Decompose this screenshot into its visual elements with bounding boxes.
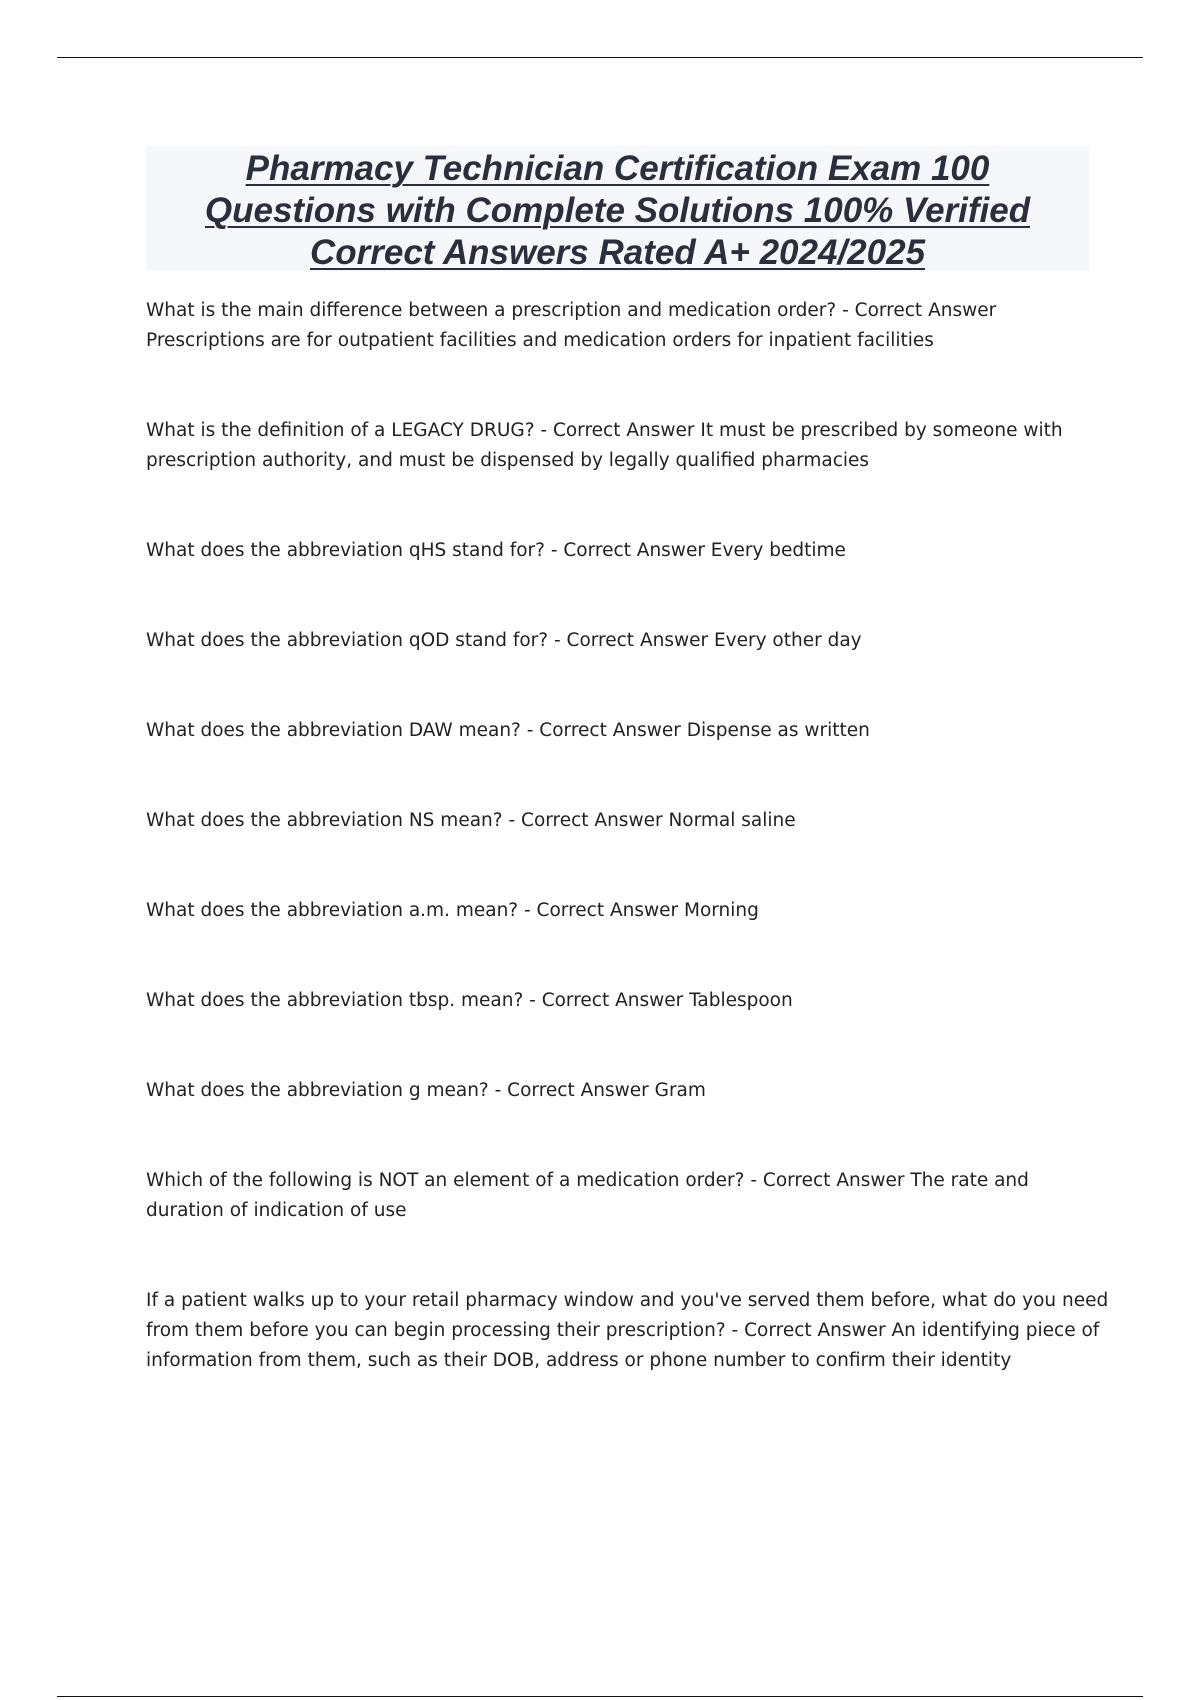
- qa-text-line: duration of indication of use: [146, 1200, 407, 1221]
- qa-text-line: What does the abbreviation qHS stand for? - Correct Answer Every bedtime: [146, 540, 846, 561]
- qa-item: [146, 986, 1096, 1016]
- qa-text-line: If a patient walks up to your retail pharmacy window and you've served them before, what do you need: [146, 1290, 1109, 1311]
- qa-item: [146, 416, 1096, 476]
- top-rule: [57, 57, 1143, 58]
- qa-text-line: What does the abbreviation tbsp. mean? - Correct Answer Tablespoon: [146, 990, 793, 1011]
- qa-text-line: Prescriptions are for outpatient facilities and medication orders for inpatient facilities: [146, 330, 934, 351]
- title-line: Questions with Complete Solutions 100% Verified: [204, 191, 1031, 230]
- bottom-rule: [57, 1696, 1143, 1697]
- qa-text-line: What does the abbreviation qOD stand for? - Correct Answer Every other day: [146, 630, 862, 651]
- qa-item: [146, 296, 1096, 356]
- document-title: [146, 146, 1089, 271]
- qa-item: [146, 716, 1096, 746]
- qa-text-line: information from them, such as their DOB, address or phone number to confirm their identity: [146, 1350, 1012, 1371]
- qa-text-line: What is the definition of a LEGACY DRUG? - Correct Answer It must be prescribed by someone with: [146, 420, 1063, 441]
- qa-item: [146, 1286, 1109, 1376]
- qa-text-line: What does the abbreviation NS mean? - Correct Answer Normal saline: [146, 810, 796, 831]
- qa-text-line: prescription authority, and must be dispensed by legally qualified pharmacies: [146, 450, 870, 471]
- title-line: Correct Answers Rated A+ 2024/2025: [309, 233, 926, 272]
- qa-text-line: Which of the following is NOT an element of a medication order? - Correct Answer The rate and: [146, 1170, 1029, 1191]
- qa-text-line: What does the abbreviation a.m. mean? - Correct Answer Morning: [146, 900, 759, 921]
- qa-text-line: What does the abbreviation g mean? - Correct Answer Gram: [146, 1080, 706, 1101]
- qa-item: [146, 806, 1096, 836]
- qa-item: [146, 896, 1096, 926]
- title-line: Pharmacy Technician Certification Exam 100: [245, 149, 990, 188]
- qa-text-line: What does the abbreviation DAW mean? - Correct Answer Dispense as written: [146, 720, 870, 741]
- question-answer-list: [146, 296, 1109, 1436]
- qa-item: [146, 1166, 1096, 1226]
- qa-item: [146, 1076, 1096, 1106]
- qa-text-line: What is the main difference between a prescription and medication order? - Correct Answer: [146, 300, 997, 321]
- qa-item: [146, 536, 1096, 566]
- qa-item: [146, 626, 1096, 656]
- qa-text-line: from them before you can begin processing their prescription? - Correct Answer An identifying piece of: [146, 1320, 1100, 1341]
